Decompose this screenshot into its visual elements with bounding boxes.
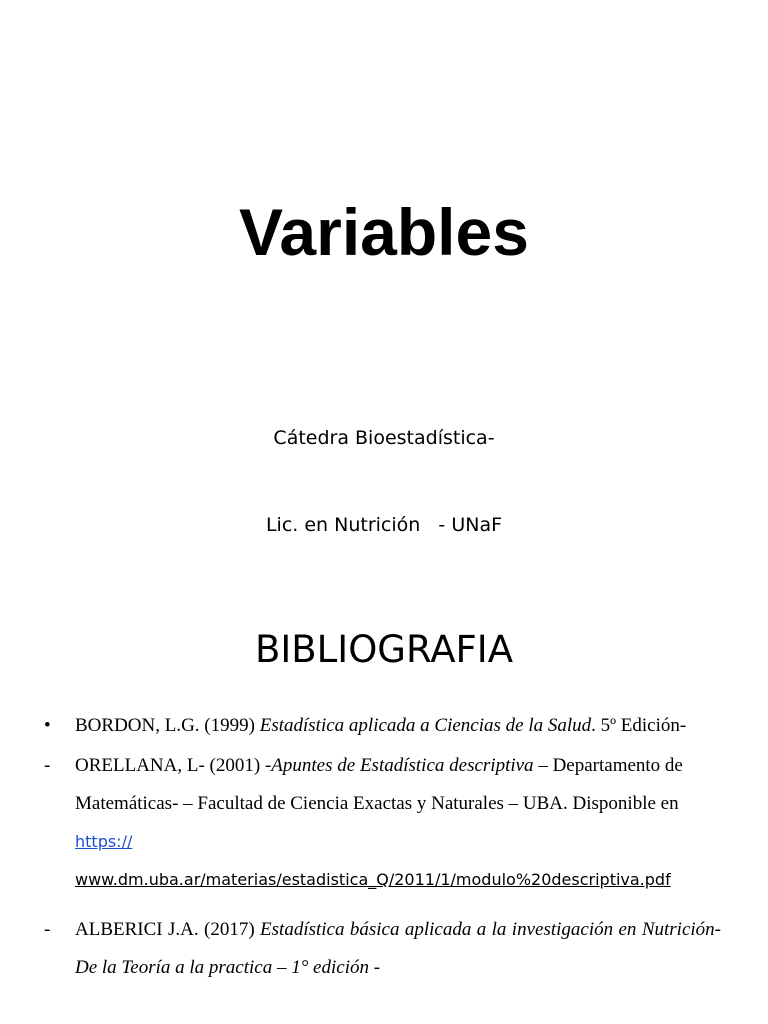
reference-authors: BORDON, L.G. (1999) <box>75 715 260 736</box>
reference-tail: - <box>368 957 381 978</box>
reference-item <box>0 712 721 739</box>
subtitle-line-program: Lic. en Nutrición - UNaF <box>265 514 503 536</box>
reference-tail: – Departamento de Matemáticas- – Facultad de Ciencia Exactas y Naturales – UBA. Disponible en <box>75 755 683 814</box>
subtitle-line-course: Cátedra Bioestadística- <box>273 427 495 449</box>
reference-list <box>0 712 768 987</box>
reference-item <box>0 747 721 899</box>
reference-tail: . 5º Edición- <box>591 715 687 736</box>
reference-work-title: Estadística aplicada a Ciencias de la Salud <box>259 715 592 736</box>
bullet-marker: • <box>44 715 51 736</box>
bibliography-heading: BIBLIOGRAFIA <box>254 628 514 671</box>
reference-item <box>0 911 721 987</box>
reference-authors: ALBERICI J.A. (2017) <box>75 919 261 940</box>
reference-url[interactable]: www.dm.uba.ar/materias/estadistica_Q/2011/1/modulo%20descriptiva.pdf <box>75 870 671 889</box>
slide-title: Variables <box>239 195 529 269</box>
bibliography-slide <box>0 512 768 1024</box>
reference-work-title: Estadística básica aplicada a la investigación en Nutrición- De la Teoría a la practica – 1° edición <box>75 919 721 978</box>
reference-link[interactable]: https:// <box>75 832 133 851</box>
reference-work-title: Apuntes de Estadística descriptiva <box>271 755 534 776</box>
dash-marker: - <box>44 755 51 776</box>
dash-marker: - <box>44 919 51 940</box>
reference-authors: ORELLANA, L- (2001) - <box>75 755 272 776</box>
